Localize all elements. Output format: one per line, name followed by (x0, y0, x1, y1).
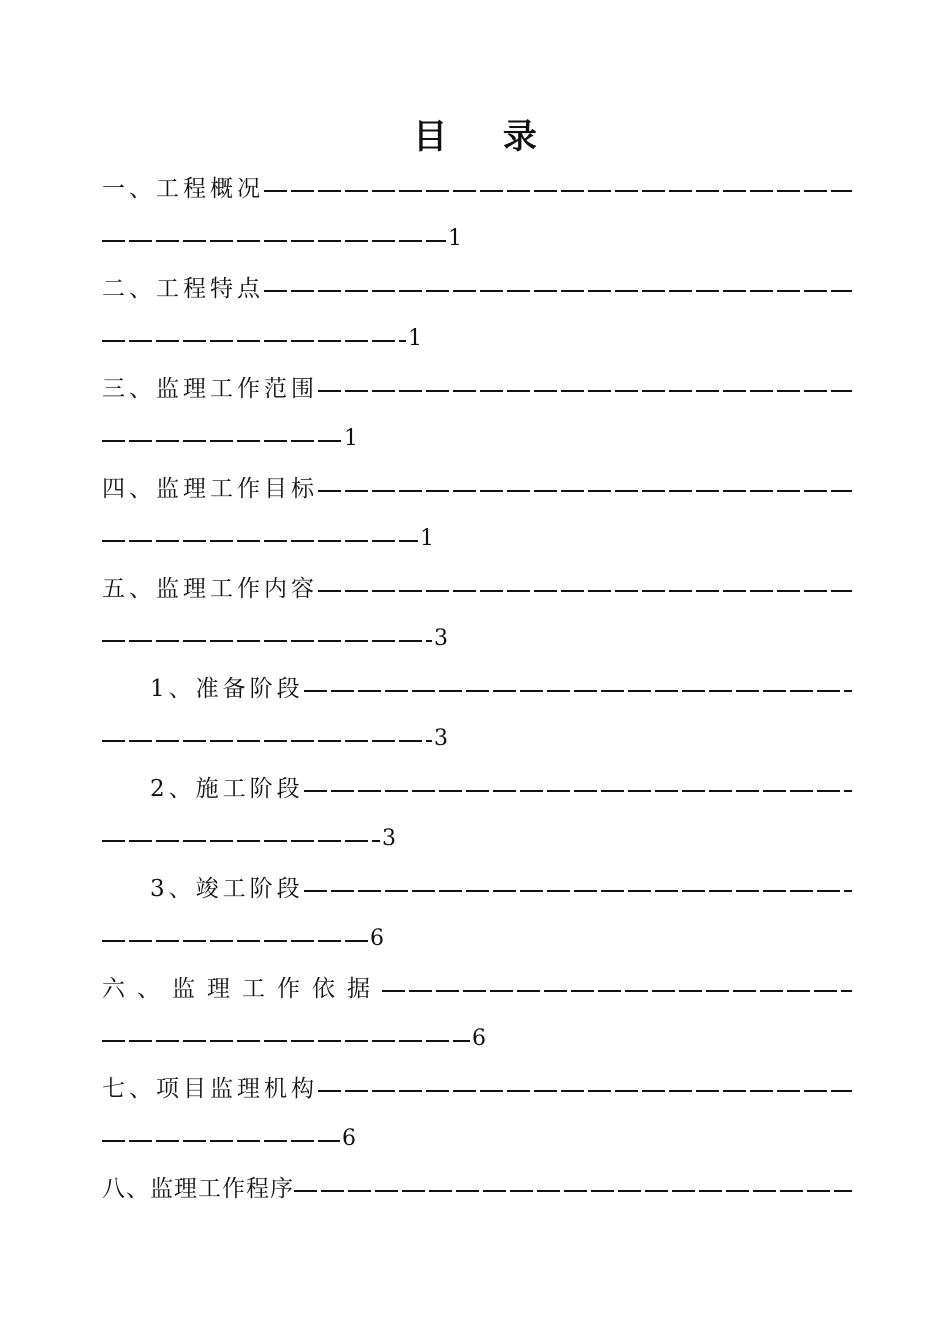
toc-entry-label: 二、工程特点 (102, 276, 264, 302)
toc-page-number: 3 (434, 626, 448, 651)
toc-entry-label: 八、监理工作程序 (102, 1176, 294, 1202)
toc-page-number: 1 (448, 226, 462, 251)
toc-page-number: 6 (370, 926, 384, 951)
toc-entry (102, 1064, 852, 1164)
toc-entry (102, 964, 852, 1064)
leader-dashes (318, 390, 852, 392)
toc-entry-label: 3、竣工阶段 (150, 876, 304, 902)
toc-entry-label: 七、项目监理机构 (102, 1076, 318, 1102)
toc-entry (102, 164, 852, 264)
toc-page-number: 6 (342, 1126, 356, 1151)
leader-dashes (264, 190, 852, 192)
toc-page-number: 3 (382, 826, 396, 851)
toc-entry-label: 1、准备阶段 (150, 676, 304, 702)
leader-dashes (318, 1090, 852, 1092)
toc-subentry (102, 764, 852, 864)
toc-page-number: 1 (420, 526, 434, 551)
toc-entry (102, 364, 852, 464)
toc-entry-label: 四、监理工作目标 (102, 476, 318, 502)
leader-dashes (318, 490, 852, 492)
toc-entry-label: 三、监理工作范围 (102, 376, 318, 402)
leader-dashes (304, 790, 852, 792)
toc-entry-label: 五、监理工作内容 (102, 576, 318, 602)
leader-dashes (102, 840, 380, 842)
toc-entry (102, 1164, 852, 1214)
toc-subentry (102, 864, 852, 964)
leader-dashes (382, 990, 852, 992)
toc-page-number: 1 (344, 426, 358, 451)
table-of-contents (102, 164, 852, 1214)
leader-dashes (264, 290, 852, 292)
toc-page-number: 3 (434, 726, 448, 751)
leader-dashes (102, 240, 446, 242)
toc-page-number: 1 (408, 326, 422, 351)
leader-dashes (102, 1040, 470, 1042)
leader-dashes (102, 640, 432, 642)
toc-entry-label: 六、监理工作依据 (102, 976, 382, 1002)
leader-dashes (294, 1190, 852, 1192)
leader-dashes (304, 690, 852, 692)
toc-entry (102, 464, 852, 564)
leader-dashes (102, 940, 368, 942)
toc-entry-label: 2、施工阶段 (150, 776, 304, 802)
leader-dashes (102, 340, 406, 342)
leader-dashes (102, 1140, 340, 1142)
leader-dashes (102, 740, 432, 742)
toc-entry (102, 264, 852, 364)
toc-entry (102, 564, 852, 664)
leader-dashes (318, 590, 852, 592)
toc-subentry (102, 664, 852, 764)
toc-page-number: 6 (472, 1026, 486, 1051)
leader-dashes (102, 540, 418, 542)
toc-entry-label: 一、工程概况 (102, 176, 264, 202)
leader-dashes (102, 440, 342, 442)
toc-title: 目 录 (413, 117, 559, 157)
leader-dashes (304, 890, 852, 892)
